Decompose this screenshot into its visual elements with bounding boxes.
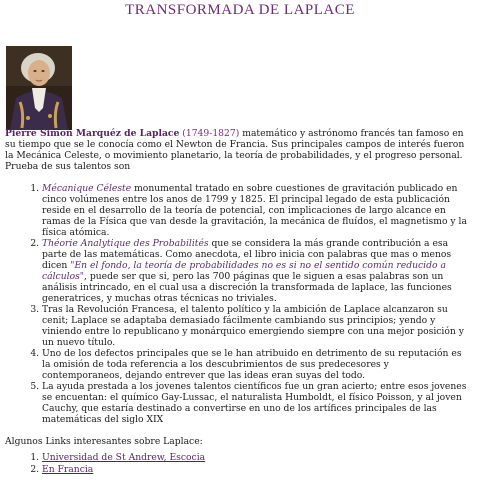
intro-text: matemático y astrónomo francés tan famoso en su tiempo que se le conocía como el Newton de Francia. Sus principales campos de interés fueron la Mecánica Celeste, o movimiento planetario, la teoría de probabilidades, y el progreso personal. Prueba de sus talentos son — [5, 128, 465, 172]
portrait-icon — [6, 46, 72, 130]
list-item — [42, 452, 205, 464]
list-item-text: Uno de los defectos principales que se le han atribuido en detrimento de su reputación es la omisión de toda referencia a los descubrimientos de sus predecesores y contemporaneos, dejando entrever que las ideas eran suyas del todo. — [42, 348, 462, 381]
achievements-list — [0, 183, 470, 425]
intro-paragraph — [5, 128, 475, 172]
quote-text: "En el fondo, la teoría de probabilidades no es si no el sentido común reducido a cálculos" — [42, 260, 446, 282]
link-francia[interactable]: En Francia — [42, 464, 94, 475]
links-heading: Algunos Links interesantes sobre Laplace: — [5, 436, 203, 447]
laplace-portrait-image — [6, 46, 72, 130]
list-item — [42, 348, 470, 381]
list-item-text: monumental tratado en sobre cuestiones de gravitación publicado en cinco volúmenes entre los anos de 1799 y 1825. El principal legado de esta publicación reside en el desarrollo de la teoría de potencial, con implicaciones de largo alcance en ramas de la Física que van desde la gravitación, la mecánica de fluídos, el magnetismo y la física atómica. — [42, 183, 467, 238]
person-years: (1749-1827) — [182, 128, 240, 139]
list-item-text: que se considera la más grande contribución a esa parte de las matemáticas. Como anecdota, el libro inicia con palabras que mas o menos dicen — [42, 238, 452, 271]
list-item — [42, 238, 470, 304]
list-item-text: Tras la Revolución Francesa, el talento político y la ambición de Laplace alcanzaron su cenit; Laplace se adaptaba demasiado fácilmente cambiando sus principios; yendo y viniendo entre lo republicano y monárquico emergiendo siempre con una mejor posición y un nuevo título. — [42, 304, 464, 348]
list-item — [42, 464, 205, 476]
links-list — [0, 452, 205, 476]
link-st-andrews[interactable]: Universidad de St Andrew, Escocia — [42, 452, 206, 463]
list-item-text: La ayuda prestada a los jovenes talentos científicos fue un gran acierto; entre esos jovenes se encuentan: el químico Gay-Lussac, el naturalista Humboldt, el físico Poisson, y al joven Cauchy, que estaría destinado a convertirse en uno de los artífices principales de las matemáticas del siglo XIX — [42, 381, 467, 425]
list-item — [42, 183, 470, 238]
book-title: Théorie Analytique des Probabilités — [42, 238, 209, 249]
list-item — [42, 304, 470, 348]
page-title: TRANSFORMADA DE LAPLACE — [125, 2, 355, 18]
list-item-text: , puede ser que si, pero las 700 páginas que le siguen a esas palabras son un análisis intrincado, en el cual usa a discreción la transformada de laplace, las funciones generatrices, y muchas otras técnicas no triviales. — [42, 271, 452, 304]
book-title: Mécanique Céleste — [42, 183, 132, 194]
list-item — [42, 381, 470, 425]
person-name: Pierre Simon Marquéz de Laplace — [5, 128, 180, 139]
